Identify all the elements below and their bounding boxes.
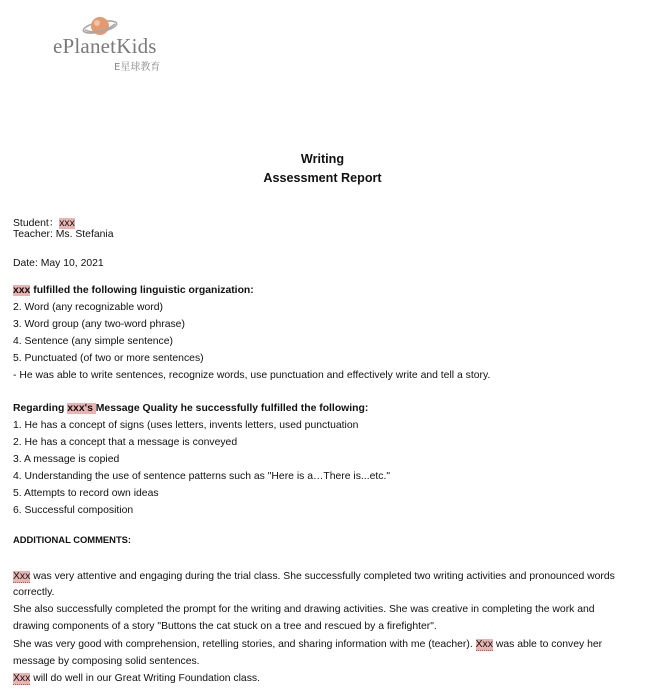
section1-heading-text: fulfilled the following linguistic organization:: [30, 285, 254, 296]
comment-line: message by composing solid sentences.: [13, 656, 200, 667]
comment-student-name: Xxx: [13, 571, 31, 582]
section1-summary: - He was able to write sentences, recognize words, use punctuation and effectively write and tell a story.: [13, 370, 491, 381]
section2-heading-post: Message Quality he successfully fulfilled the following:: [95, 403, 369, 414]
company-logo: [52, 14, 182, 74]
comment-line: [13, 571, 615, 582]
date-line: Date: May 10, 2021: [13, 258, 104, 269]
teacher-line: Teacher: Ms. Stefania: [13, 229, 114, 240]
section1-heading: [13, 285, 254, 296]
section2-item: 1. He has a concept of signs (uses letters, invents letters, used punctuation: [13, 420, 359, 431]
comment-line: [13, 673, 260, 684]
section1-item: 5. Punctuated (of two or more sentences): [13, 353, 204, 364]
section2-item: 2. He has a concept that a message is conveyed: [13, 437, 238, 448]
report-subtitle: Assessment Report: [263, 171, 382, 185]
section1-student-name: xxx: [13, 285, 31, 296]
section2-heading: [13, 403, 368, 414]
comment-line: She also successfully completed the prompt for the writing and drawing activities. She was creative in completing the work and: [13, 604, 595, 615]
comment-line: drawing components of a story "Buttons the cat stuck on a tree and rescued by a firefighter".: [13, 621, 437, 632]
section2-item: 6. Successful composition: [13, 505, 134, 516]
section2-item: 4. Understanding the use of sentence patterns such as "Here is a…There is...etc.": [13, 471, 391, 482]
comments-heading: ADDITIONAL COMMENTS:: [13, 534, 132, 545]
section2-heading-pre: Regarding: [13, 403, 68, 414]
student-label: Student：: [13, 218, 60, 229]
comment-text: was able to convey her: [492, 639, 603, 650]
comment-text: She was very good with comprehension, retelling stories, and sharing information with me (teacher).: [13, 639, 476, 650]
section1-item: 2. Word (any recognizable word): [13, 302, 163, 313]
comment-student-name: Xxx: [13, 673, 31, 684]
section2-item: 3. A message is copied: [13, 454, 120, 465]
logo-subtitle: E星球教育: [114, 62, 161, 73]
comment-student-name: Xxx: [475, 639, 493, 650]
comment-text: was very attentive and engaging during the trial class. She successfully completed two writing activities and pronounced words: [30, 571, 615, 582]
section1-item: 3. Word group (any two-word phrase): [13, 319, 185, 330]
report-title: Writing: [300, 152, 345, 166]
comment-line: correctly.: [13, 587, 55, 598]
section1-item: 4. Sentence (any simple sentence): [13, 336, 173, 347]
section2-item: 5. Attempts to record own ideas: [13, 488, 159, 499]
comment-text: will do well in our Great Writing Foundation class.: [30, 673, 260, 684]
section2-student-name: xxx's: [67, 403, 96, 414]
student-line: [13, 214, 75, 229]
student-name: xxx: [59, 218, 75, 229]
comment-line: [13, 639, 602, 650]
logo-wordmark: ePlanetKids: [53, 34, 157, 58]
